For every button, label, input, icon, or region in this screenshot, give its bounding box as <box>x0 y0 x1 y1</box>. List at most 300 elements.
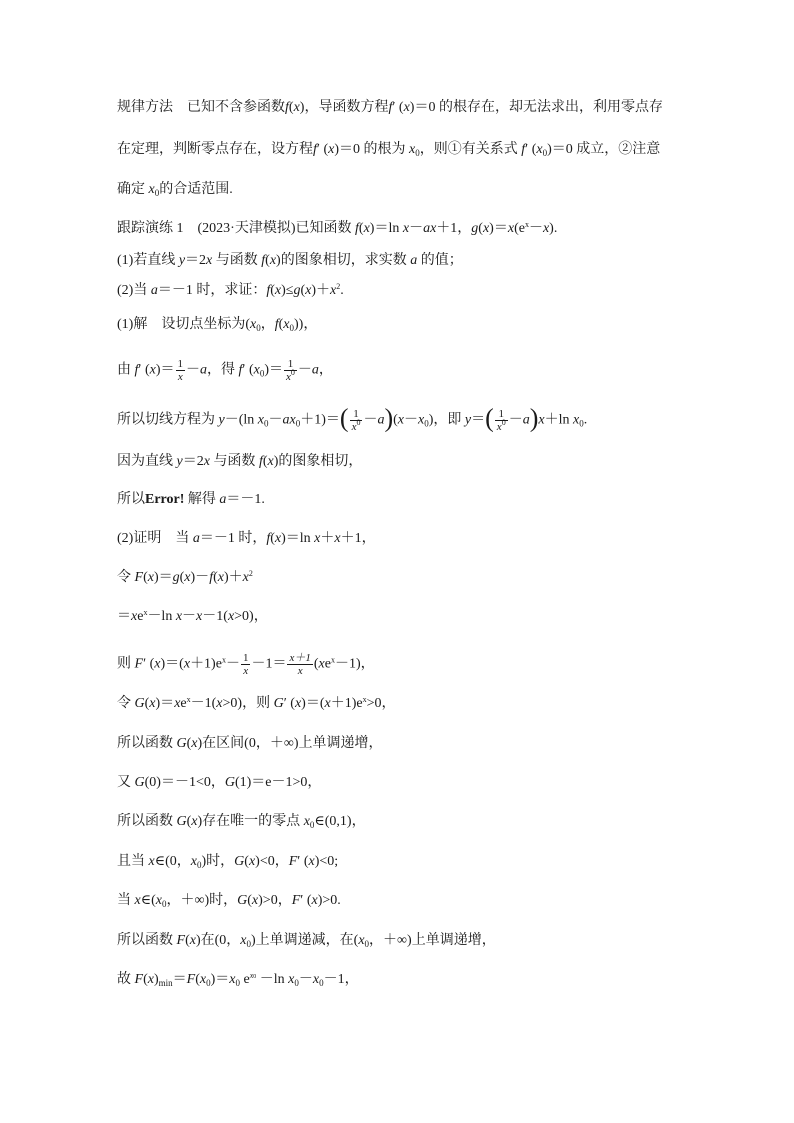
text: x <box>314 531 321 546</box>
text: x <box>542 221 550 236</box>
subscript: 0 <box>319 978 324 988</box>
text: ( <box>313 656 319 672</box>
text: ＝－1. <box>226 492 265 507</box>
text: 与函数 <box>209 454 259 469</box>
text: ，得 <box>207 362 239 378</box>
superscript: 0 <box>290 368 295 377</box>
fraction <box>241 652 251 677</box>
text: ＝ <box>172 972 187 987</box>
text: x <box>191 814 198 829</box>
text: x <box>409 142 416 157</box>
text: )时， <box>201 854 235 869</box>
text: x <box>134 893 141 908</box>
text: G <box>176 814 187 829</box>
text: F <box>186 972 196 987</box>
text: 由 <box>117 362 135 378</box>
text: ＝2 <box>182 454 204 469</box>
text: x <box>189 933 196 948</box>
text: －1( <box>202 609 228 624</box>
text: y <box>178 253 186 268</box>
text: ) <box>153 972 159 987</box>
text: G <box>234 854 245 869</box>
text: )＋ <box>311 283 331 298</box>
numerator: 1 <box>284 358 297 371</box>
subscript: min <box>158 978 173 988</box>
text: ). <box>549 221 558 236</box>
text: )<0; <box>314 854 339 869</box>
text: ′ ( <box>138 362 150 378</box>
subscript: 0 <box>364 939 370 949</box>
text: x <box>242 570 249 585</box>
text: a <box>150 283 158 298</box>
proof-line-8 <box>117 813 366 831</box>
text: －ln <box>256 972 289 987</box>
text: ＝－1 时，求证： <box>157 283 267 298</box>
text: ( <box>195 972 200 987</box>
text: x <box>286 371 291 383</box>
text: G <box>176 736 187 751</box>
text: ( <box>244 854 249 869</box>
text: F <box>134 570 144 585</box>
superscript: x <box>362 695 367 704</box>
text: x <box>330 283 337 298</box>
text: ， <box>260 317 275 332</box>
text: ( <box>144 696 150 711</box>
solution-line-1 <box>117 316 317 334</box>
text: x <box>216 696 223 711</box>
text: 0 <box>253 974 257 980</box>
text: 所以函数 <box>117 814 177 829</box>
text: － <box>268 412 283 428</box>
text: ′ ( <box>316 142 329 157</box>
subscript: 0 <box>542 148 548 158</box>
text: a <box>192 531 200 546</box>
text: g <box>471 221 479 236</box>
text: 令 <box>117 696 135 711</box>
text: 在定理，判断零点存在，设方程 <box>117 142 313 157</box>
text: f <box>258 454 263 469</box>
text: )，即 <box>428 412 465 428</box>
text: x <box>251 893 259 908</box>
superscript: x <box>143 608 148 617</box>
subscript: 0 <box>196 860 202 870</box>
subscript: 0 <box>579 418 584 429</box>
text: )＝ <box>210 972 230 987</box>
text: x <box>288 972 295 987</box>
left-paren: ( <box>485 403 494 433</box>
subscript: 0 <box>154 188 160 198</box>
text: )<0， <box>255 854 289 869</box>
text: x <box>249 971 254 980</box>
text: 的合适范围. <box>159 182 233 197</box>
subscript: 0 <box>256 323 261 333</box>
text: －1， <box>323 972 359 987</box>
text: f <box>134 362 139 378</box>
text: －1)， <box>334 656 375 672</box>
text: － <box>508 412 523 428</box>
denominator <box>350 418 363 433</box>
text: ( <box>393 412 398 428</box>
text: )＝ <box>155 696 175 711</box>
numerator: 1 <box>177 358 184 370</box>
text: x <box>203 454 210 469</box>
exercise-part-1 <box>117 252 463 270</box>
text: x <box>403 100 410 115</box>
proof-line-4 <box>117 652 375 677</box>
text: x <box>572 412 580 428</box>
text: x <box>149 362 156 378</box>
text: ( <box>185 933 190 948</box>
text: ＋ <box>320 531 335 546</box>
text: 则 <box>117 656 135 672</box>
proof-line-3 <box>117 608 268 626</box>
text: y <box>176 454 183 469</box>
subscript: 0 <box>264 418 269 429</box>
text: x <box>174 696 181 711</box>
text: )＝ <box>264 362 284 378</box>
text: G <box>224 775 235 790</box>
subscript: 0 <box>246 939 251 949</box>
superscript: 2 <box>336 282 341 291</box>
text: 所以函数 <box>117 736 177 751</box>
text: 故 <box>117 972 135 987</box>
method-line-3 <box>117 181 233 199</box>
text: x <box>482 221 490 236</box>
text: ( <box>300 283 306 298</box>
text: G <box>237 893 248 908</box>
text: )>0， <box>258 893 292 908</box>
text: x <box>155 893 162 908</box>
text: ( <box>179 570 185 585</box>
text: )＝ <box>489 221 508 236</box>
text: )＝0 成立，②注意 <box>547 142 661 157</box>
text: (0)＝－1<0， <box>144 775 225 790</box>
text: 的值； <box>417 253 463 268</box>
text: ax <box>423 221 437 236</box>
text: 与函数 <box>212 253 262 268</box>
text: ，则①有关系式 <box>419 142 522 157</box>
text: ＋1)e <box>190 656 222 672</box>
text: )>0. <box>317 893 341 908</box>
text: f <box>274 317 279 332</box>
subscript: 0 <box>424 418 429 429</box>
denominator: x <box>177 371 183 383</box>
text: x <box>149 696 156 711</box>
text: e <box>324 656 331 672</box>
text: 解得 <box>184 492 220 507</box>
text: (1)解 设切点坐标为( <box>117 317 250 332</box>
text: >0)，则 <box>222 696 274 711</box>
text: ＝2 <box>185 253 207 268</box>
text: ∈(0,1)， <box>314 814 366 829</box>
text: x <box>227 609 235 624</box>
text: ( <box>278 317 284 332</box>
text: －(ln <box>224 412 258 428</box>
text: x <box>305 283 312 298</box>
text: F <box>291 893 301 908</box>
text: )存在唯一的零点 <box>197 814 304 829</box>
text: ( <box>270 531 275 546</box>
text: F <box>134 972 144 987</box>
text: －1( <box>190 696 217 711</box>
proof-line-1 <box>117 530 376 548</box>
text: )＝0 的根为 <box>334 142 410 157</box>
text: >0， <box>366 696 396 711</box>
text: x <box>253 362 260 378</box>
text: x <box>312 972 320 987</box>
denominator: x <box>243 665 249 677</box>
text: . <box>583 412 588 428</box>
right-paren: ) <box>529 403 539 433</box>
text: )上单调递减，在( <box>251 933 359 948</box>
text: x <box>184 570 191 585</box>
text: )＝( <box>301 696 325 711</box>
superscript: x <box>186 695 191 704</box>
text: 令 <box>117 570 135 585</box>
text: ′ ( <box>242 362 254 378</box>
text: ( <box>213 570 218 585</box>
superscript: 0 <box>501 418 506 427</box>
text: 规律方法 已知不含参函数 <box>117 100 285 115</box>
text: x <box>269 253 277 268</box>
text: － <box>225 656 240 672</box>
text: g <box>172 570 180 585</box>
text: x <box>217 570 224 585</box>
text: )－ <box>190 570 210 585</box>
text: )＝ln <box>281 531 315 546</box>
text: － <box>297 362 312 378</box>
text: 当 <box>117 893 135 908</box>
proof-line-10 <box>117 892 341 910</box>
text: f <box>285 100 289 115</box>
text: x <box>148 854 155 869</box>
text: x <box>148 182 155 197</box>
text: ( <box>288 100 294 115</box>
text: f <box>238 362 243 378</box>
text: x <box>358 933 365 948</box>
text: x <box>397 412 405 428</box>
text: x <box>147 570 154 585</box>
exercise-part-2 <box>117 282 344 300</box>
text: . <box>340 283 344 298</box>
text: )在区间(0，＋∞)上单调递增， <box>197 736 383 751</box>
text: x <box>496 421 502 433</box>
text: ＋1， <box>436 221 472 236</box>
text: ＝ <box>471 412 486 428</box>
subscript: 0 <box>309 820 315 830</box>
proof-line-11 <box>117 932 496 950</box>
text: )的图象相切，求实数 <box>276 253 411 268</box>
text: ′ ( <box>525 142 537 157</box>
text: (1)＝e－1>0， <box>234 775 322 790</box>
proof-line-2 <box>117 569 253 587</box>
text: ＋1， <box>340 531 376 546</box>
text: x <box>283 317 290 332</box>
text: ′ ( <box>283 696 295 711</box>
text: x <box>250 317 257 332</box>
method-line-1 <box>117 99 663 117</box>
text: a <box>200 362 208 378</box>
text: f <box>261 253 266 268</box>
text: (e <box>514 221 525 236</box>
text: >0)， <box>234 609 268 624</box>
text: )在(0， <box>195 933 241 948</box>
proof-line-5 <box>117 695 396 713</box>
proof-line-9 <box>117 853 338 871</box>
text: (2)证明 当 <box>117 531 193 546</box>
text: g <box>293 283 301 298</box>
text: x <box>183 656 191 672</box>
text: a <box>311 362 319 378</box>
text: e <box>180 696 187 711</box>
text: －ln <box>147 609 176 624</box>
numerator: 1 <box>495 408 508 421</box>
text: ( <box>358 221 364 236</box>
text: 所以 <box>117 492 145 507</box>
text: ∈( <box>140 893 156 908</box>
text: x <box>363 221 370 236</box>
text: )≤ <box>281 283 294 298</box>
text: x <box>536 142 543 157</box>
proof-line-7 <box>117 774 321 792</box>
text: y <box>218 412 225 428</box>
text: ＝－1 时， <box>199 531 267 546</box>
text: ＋ln <box>544 412 573 428</box>
superscript: x <box>524 220 529 229</box>
text: x <box>240 933 247 948</box>
solution-line-5 <box>117 491 265 509</box>
subscript: 0 <box>235 978 240 988</box>
text: ( <box>247 893 252 908</box>
text: － <box>528 221 543 236</box>
text: ′ ( <box>143 656 155 672</box>
denominator: x <box>297 665 303 677</box>
text: ，＋∞)时， <box>166 893 238 908</box>
text: x <box>324 696 331 711</box>
text: )＋ <box>223 570 243 585</box>
text: －1＝ <box>251 656 287 672</box>
text: ( <box>265 253 270 268</box>
fraction <box>495 408 508 433</box>
text: f <box>266 283 271 298</box>
numerator: 1 <box>242 652 249 664</box>
text: x <box>257 412 264 428</box>
text: )，导函数方程 <box>299 100 389 115</box>
text: x <box>229 972 236 987</box>
text: x <box>308 854 315 869</box>
text: ( <box>143 570 148 585</box>
text: G <box>134 775 145 790</box>
text: G <box>134 696 145 711</box>
text: 所以函数 <box>117 933 177 948</box>
fraction <box>287 652 312 677</box>
fraction <box>176 358 186 383</box>
text: ( <box>478 221 483 236</box>
text: x <box>196 609 203 624</box>
text: x <box>147 972 154 987</box>
text: a <box>219 492 227 507</box>
fraction <box>350 408 363 433</box>
text: 所以切线方程为 <box>117 412 219 428</box>
text: － <box>363 412 378 428</box>
subscript: 0 <box>259 368 265 379</box>
text: ＋1)＝ <box>300 412 340 428</box>
error-text: Error! <box>145 492 185 507</box>
text: x <box>131 609 138 624</box>
text: x <box>154 656 161 672</box>
text: (1)若直线 <box>117 253 179 268</box>
subscript: 0 <box>415 148 420 158</box>
text: (2)当 <box>117 283 151 298</box>
text: － <box>186 362 201 378</box>
numerator: 1 <box>350 408 363 421</box>
text: ′ ( <box>300 893 312 908</box>
text: F <box>134 656 144 672</box>
text: x <box>328 142 335 157</box>
text: ( <box>270 283 275 298</box>
proof-line-6 <box>117 735 382 753</box>
text: f <box>521 142 526 157</box>
text: )＝0 的根存在，却无法求出，利用零点存 <box>409 100 663 115</box>
text: )的图象相切， <box>273 454 363 469</box>
text: － <box>409 221 424 236</box>
text: y <box>464 412 472 428</box>
proof-line-12 <box>117 971 359 989</box>
text: ))， <box>294 317 318 332</box>
text: ( <box>186 814 192 829</box>
text: x <box>199 972 207 987</box>
text: － <box>404 412 419 428</box>
text: ( <box>262 454 268 469</box>
text: x <box>538 412 545 428</box>
solution-line-4 <box>117 453 362 471</box>
text: x <box>402 221 410 236</box>
text: 又 <box>117 775 135 790</box>
text: f <box>266 531 271 546</box>
text: x <box>318 656 325 672</box>
superscript: 2 <box>248 569 253 578</box>
text: 跟踪演练 1 (2023·天津模拟)已知函数 <box>117 221 355 236</box>
text: ′ ( <box>392 100 404 115</box>
text: e <box>239 972 250 987</box>
numerator: x＋1 <box>289 652 311 664</box>
text: x <box>191 736 198 751</box>
superscript: x <box>330 655 335 665</box>
text: ( <box>186 736 192 751</box>
text: － <box>182 609 197 624</box>
denominator <box>284 368 297 383</box>
text: － <box>298 972 313 987</box>
text: ＝ <box>117 609 131 624</box>
text: x <box>274 531 282 546</box>
text: x <box>175 609 183 624</box>
text: x <box>293 100 300 115</box>
text: f <box>388 100 393 115</box>
text: ， <box>318 362 333 378</box>
text: x <box>206 253 213 268</box>
text: )＝ln <box>369 221 403 236</box>
text: f <box>209 570 214 585</box>
text: )＝ <box>155 362 175 378</box>
text: x <box>351 421 357 433</box>
text: F <box>288 854 298 869</box>
text: ( <box>143 972 148 987</box>
text: x <box>294 696 302 711</box>
text: ＋1)e <box>330 696 363 711</box>
text: f <box>355 221 359 236</box>
text: 确定 <box>117 182 149 197</box>
subscript: 0 <box>206 978 211 988</box>
